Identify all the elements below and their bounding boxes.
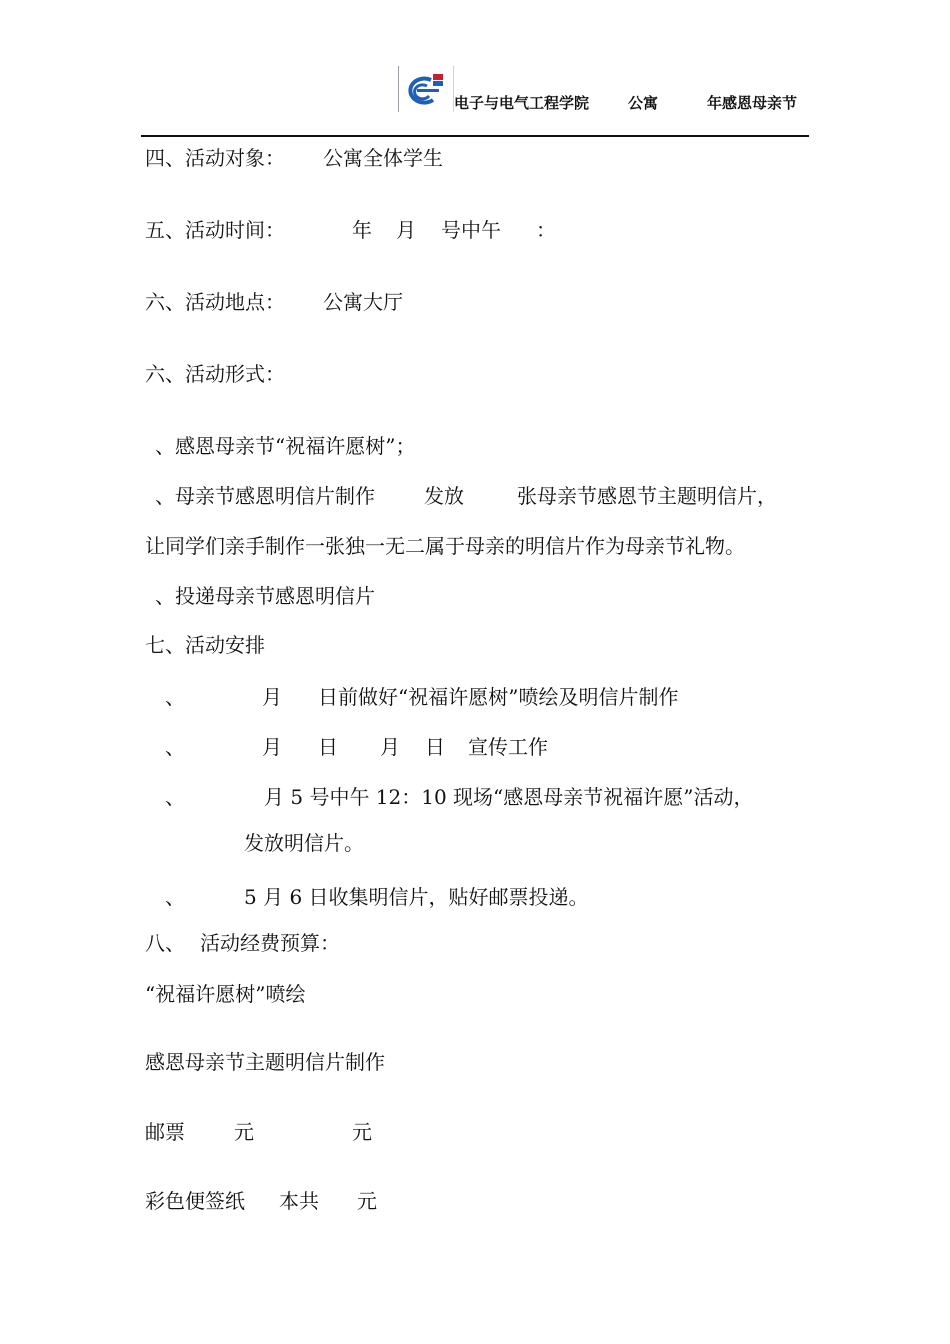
school-logo-icon bbox=[403, 72, 449, 106]
place-label: 六、活动地点： bbox=[145, 290, 285, 314]
budget-label: 八、 bbox=[145, 931, 185, 955]
budget-item-3a: 邮票 bbox=[145, 1120, 185, 1144]
budget-item-4b: 本共 bbox=[279, 1189, 319, 1213]
form-item-1: 、感恩母亲节“祝福许愿树”； bbox=[155, 434, 416, 458]
form-item-2-cont: 让同学们亲手制作一张独一无二属于母亲的明信片作为母亲节礼物。 bbox=[145, 534, 745, 558]
time-day-noon: 号中午 bbox=[441, 218, 501, 242]
school-logo bbox=[398, 66, 454, 112]
budget-item-3b: 元 bbox=[234, 1120, 254, 1144]
page-header bbox=[0, 0, 950, 140]
schedule-2-month2: 月 bbox=[380, 735, 400, 759]
header-divider bbox=[141, 135, 809, 137]
budget-item-4a: 彩色便签纸 bbox=[145, 1189, 245, 1213]
budget-item-2: 感恩母亲节主题明信片制作 bbox=[145, 1050, 385, 1074]
schedule-1-mark: 、 bbox=[165, 685, 185, 709]
schedule-2-day1: 日 bbox=[318, 735, 338, 759]
form-label: 六、活动形式： bbox=[145, 362, 285, 386]
header-apartment: 公寓 bbox=[628, 94, 659, 112]
budget-item-4c: 元 bbox=[357, 1189, 377, 1213]
schedule-3-cont: 发放明信片。 bbox=[244, 831, 364, 855]
time-year: 年 bbox=[352, 218, 372, 242]
schedule-4-text: 5 月 6 日收集明信片，贴好邮票投递。 bbox=[244, 885, 589, 909]
budget-item-3c: 元 bbox=[352, 1120, 372, 1144]
schedule-4-mark: 、 bbox=[165, 885, 185, 909]
place-value: 公寓大厅 bbox=[323, 290, 403, 314]
time-month: 月 bbox=[396, 218, 416, 242]
schedule-label: 七、活动安排 bbox=[145, 633, 265, 657]
header-school: 电子与电气工程学院 bbox=[454, 94, 590, 112]
form-item-3: 、投递母亲节感恩明信片 bbox=[155, 584, 375, 608]
schedule-2-month1: 月 bbox=[262, 735, 282, 759]
budget-item-1: “祝福许愿树”喷绘 bbox=[145, 982, 306, 1006]
schedule-3-text: 月 5 号中午 12：10 现场“感恩母亲节祝福许愿”活动， bbox=[264, 785, 754, 809]
schedule-2-text: 宣传工作 bbox=[468, 735, 548, 759]
schedule-1-text: 日前做好“祝福许愿树”喷绘及明信片制作 bbox=[318, 685, 679, 709]
schedule-1-month: 月 bbox=[262, 685, 282, 709]
schedule-3-mark: 、 bbox=[165, 785, 185, 809]
form-item-2b: 发放 bbox=[424, 484, 464, 508]
time-label: 五、活动时间： bbox=[145, 218, 285, 242]
target-label: 四、活动对象： bbox=[145, 146, 285, 170]
budget-title: 活动经费预算： bbox=[200, 931, 340, 955]
form-item-2a: 、母亲节感恩明信片制作 bbox=[155, 484, 375, 508]
target-value: 公寓全体学生 bbox=[323, 146, 443, 170]
time-colon: ： bbox=[536, 218, 556, 242]
schedule-2-mark: 、 bbox=[165, 735, 185, 759]
header-event: 年感恩母亲节 bbox=[707, 94, 798, 112]
form-item-2c: 张母亲节感恩节主题明信片， bbox=[517, 484, 777, 508]
schedule-2-day2: 日 bbox=[425, 735, 445, 759]
